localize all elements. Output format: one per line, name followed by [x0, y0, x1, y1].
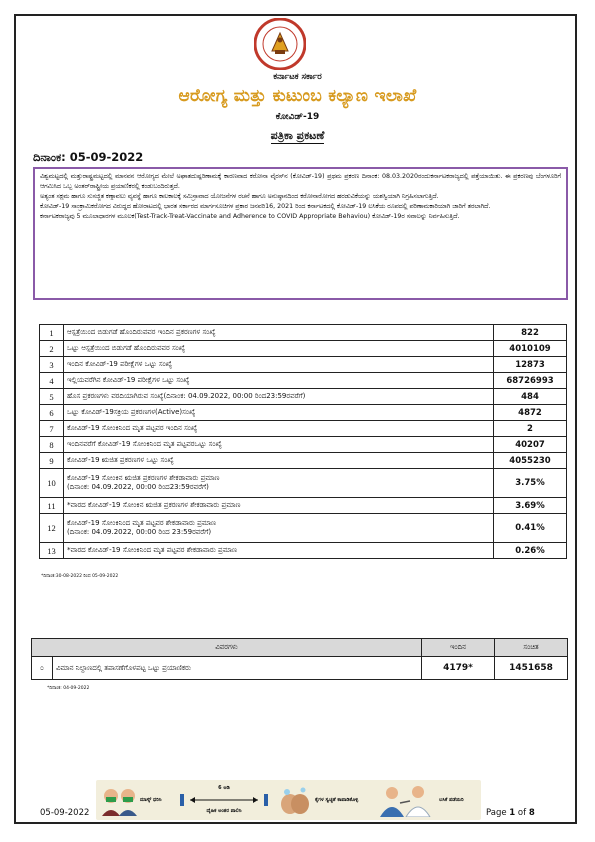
intro-box [33, 167, 568, 300]
table-row: 2 ಒಟ್ಟು ಆಸ್ಪತ್ರೆಯಿಂದ ಬಿಡುಗಡೆ ಹೊಂದಿರುವವರ ಸಂಖ್ಯೆ 4010109 [40, 341, 567, 357]
stat-value: 2 [494, 421, 567, 437]
table-row: 3 ಇಂದಿನ ಕೋವಿಡ್-19 ಪರೀಕ್ಷೆಗಳ ಒಟ್ಟು ಸಂಖ್ಯೆ 12873 [40, 357, 567, 373]
table-row: 5 ಹೊಸ ಪ್ರಕರಣಗಳು ವರದಿಯಾಗಿರುವ ಸಂಖ್ಯೆ(ದಿನಾಂಕ: 04.09.2022, 00:00 ರಿಂದ23:59ರವರೆಗೆ) 484 [40, 389, 567, 405]
stat-label: ಆಸ್ಪತ್ರೆಯಿಂದ ಬಿಡುಗಡೆ ಹೊಂದಿರುವವರ ಇಂದಿನ ಪ್ರಕರಣಗಳ ಸಂಖ್ಯೆ [64, 325, 494, 341]
table-row: 11 *ವಾರದ ಕೋವಿಡ್-19 ಸೋಂಕಿನ ಋಜಿತ ಪ್ರಕರಣಗಳ ಶೇಕಡಾವಾರು ಪ್ರಮಾಣ 3.69% [40, 498, 567, 514]
details-header: ವಿವರಗಳು [32, 639, 422, 657]
stat-value: 0.41% [494, 514, 567, 543]
table-row: 9 ಕೋವಿಡ್-19 ಋಜಿತ ಪ್ರಕರಣಗಳ ಒಟ್ಟು ಸಂಖ್ಯೆ 4055230 [40, 453, 567, 469]
stat-label: ಒಟ್ಟು ಕೋವಿಡ್-19ಸಕ್ರಿಯ ಪ್ರಕರಣಗಳ(Active)ಸಂಖ್ಯೆ [64, 405, 494, 421]
stat-value: 4055230 [494, 453, 567, 469]
table-row: 6 ಒಟ್ಟು ಕೋವಿಡ್-19ಸಕ್ರಿಯ ಪ್ರಕರಣಗಳ(Active)ಸಂಖ್ಯೆ 4872 [40, 405, 567, 421]
vaccine-text: ಲಸಿಕೆ ಪಡೆಯಿರಿ [439, 796, 464, 803]
stat-value: 4010109 [494, 341, 567, 357]
row-label: ವಿಮಾನ ನಿಲ್ದಾಣದಲ್ಲಿ ತಪಾಸಣೆಗೊಳಪಟ್ಟ ಒಟ್ಟು ಪ್ರಯಾಣಿಕರು [53, 657, 422, 680]
stat-label: ಕೋವಿಡ್-19 ಸೋಂಕಿನಿಂದ ಮೃತ ಪಟ್ಟವರ ಶೇಕಡಾವಾರು ಪ್ರಮಾಣ (ದಿನಾಂಕ: 04.09.2022, 00:00 ರಿಂದ 23:59ರವರೆಗೆ) [64, 514, 494, 543]
stat-label: ಒಟ್ಟು ಆಸ್ಪತ್ರೆಯಿಂದ ಬಿಡುಗಡೆ ಹೊಂದಿರುವವರ ಸಂಖ್ಯೆ [64, 341, 494, 357]
stat-value: 4872 [494, 405, 567, 421]
airport-screening-table [31, 638, 568, 680]
stat-value: 12873 [494, 357, 567, 373]
stat-value: 0.26% [494, 543, 567, 559]
stat-value: 3.69% [494, 498, 567, 514]
table-row: 8 ಇಂದಿನವರೆಗೆ ಕೋವಿಡ್-19 ಸೋಂಕಿನಿಂದ ಮೃತ ಪಟ್ಟವರಒಟ್ಟು ಸಂಖ್ಯೆ 40207 [40, 437, 567, 453]
table-header-row [32, 639, 568, 657]
today-header: ಇಂದಿನ [422, 639, 495, 657]
table-row: 10 ಕೋವಿಡ್-19 ಸೋಂಕಿನ ಋಜಿತ ಪ್ರಕರಣಗಳ ಶೇಕಡಾವಾರು ಪ್ರಮಾಣ (ದಿನಾಂಕ: 04.09.2022, 00:00 ರಿಂದ23:59ರವರೆಗೆ) 3.75% [40, 469, 567, 498]
stat-value: 822 [494, 325, 567, 341]
stat-label: ಹೊಸ ಪ್ರಕರಣಗಳು ವರದಿಯಾಗಿರುವ ಸಂಖ್ಯೆ(ದಿನಾಂಕ: 04.09.2022, 00:00 ರಿಂದ23:59ರವರೆಗೆ) [64, 389, 494, 405]
intro-paragraph: ವಿಶ್ವಮಟ್ಟದಲ್ಲಿ ಮತ್ತುರಾಷ್ಟ್ರಮಟ್ಟದಲ್ಲಿ ಮಾನವನ ಆರೋಗ್ಯದ ಮೇಲೆ ಅಘಾತದುಷ್ಪರಿಣಾಮಕ್ಕೆ ಕಾರಣವಾದ ಕರೋನಾ ವೈರಸ್‌ನ (ಕೋವಿಡ್-19) ಪ್ರಥಮ ಪ್ರಕರಣ ದಿನಾಂಕ: 08.03.2020ರಂದುಕರ್ನಾಟಕರಾಜ್ಯದಲ್ಲಿ ಪತ್ತೆಯಾಯಿತು. ಈ ಪ್ರಕರಣವು ಬೆಂಗಳೂರಿಗೆ ಆಗಮಿಸಿದ ಒಬ್ಬ ಅಂತರ್‌ರಾಷ್ಟ್ರೀಯ ಪ್ರಯಾಣಿಕರಲ್ಲಿ ಕಂಡುಬಂದಿರುತ್ತದೆ. [40, 173, 561, 190]
stat-value: 3.75% [494, 469, 567, 498]
stat-label: ಇಲ್ಲಿಯವರೆಗಿನ ಕೋವಿಡ್-19 ಪರೀಕ್ಷೆಗಳ ಒಟ್ಟು ಸಂಖ್ಯೆ [64, 373, 494, 389]
intro-paragraph: ಕರ್ನಾಟಕರಾಜ್ಯವು 5 ಮೂಲಾಧಾರಗಳ ಮೂಲಕ(Test-Track-Treat-Vaccinate and Adherence to COVID Appropriate Behaviou) ಕೋವಿಡ್-19ರ ಸವಾಲನ್ನು ನಿರ್ವಹಿಸುತ್ತಿದೆ. [40, 213, 460, 220]
hands-section [274, 780, 374, 820]
intro-paragraph: ಅತ್ಯಂತ ಸಕ್ಷಮ ಹಾಗೂ ಸುಸಜ್ಜಿತ ಕಣ್ಗಾವಲು ವ್ಯವಸ್ಥೆ ಹಾಗೂ ಕಾಲಕಾಲಕ್ಕೆ ಸಮಿಸ್ರಾವಾದ ಯೋಜನೆಗಳ ರಚನೆ ಹಾಗೂ ಅನುಷ್ಠಾನದಿಂದ ಕರೋನಾರೋಗದ ಹರಡುವಿಕೆಯನ್ನು ಯಶಸ್ವಿಯಾಗಿ ನಿಗ್ರಹಿಸಲಾಗುತ್ತಿದೆ. [40, 193, 439, 200]
distance-section [174, 780, 274, 820]
distance-text: ದೈಹಿಕ ಅಂತರ ಪಾಲಿಸಿ [206, 808, 242, 814]
table-row: 12 ಕೋವಿಡ್-19 ಸೋಂಕಿನಿಂದ ಮೃತ ಪಟ್ಟವರ ಶೇಕಡಾವಾರು ಪ್ರಮಾಣ (ದಿನಾಂಕ: 04.09.2022, 00:00 ರಿಂದ 23:59ರವರೆಗೆ) 0.41% [40, 514, 567, 543]
distance-arrow-icon [178, 794, 270, 806]
stat-label: *ವಾರದ ಕೋವಿಡ್-19 ಸೋಂಕಿನ ಋಜಿತ ಪ್ರಕರಣಗಳ ಶೇಕಡಾವಾರು ಪ್ರಮಾಣ [64, 498, 494, 514]
handwash-icon [278, 784, 312, 816]
table-row: 1 ಆಸ್ಪತ್ರೆಯಿಂದ ಬಿಡುಗಡೆ ಹೊಂದಿರುವವರ ಇಂದಿನ ಪ್ರಕರಣಗಳ ಸಂಖ್ಯೆ 822 [40, 325, 567, 341]
screening-note: *ದಿನಾಂಕ: 04-09-2022 [47, 686, 90, 691]
vaccination-icon [378, 783, 436, 817]
hands-text: ಕೈಗಳ ಸ್ವಚ್ಛತೆ ಕಾಪಾಡಿಕೊಳ್ಳಿ [315, 796, 359, 803]
stat-value: 484 [494, 389, 567, 405]
table-row: 7 ಕೋವಿಡ್-19 ಸೋಂಕಿನಿಂದ ಮೃತ ಪಟ್ಟವರ ಇಂದಿನ ಸಂಖ್ಯೆ 2 [40, 421, 567, 437]
total-value: 1451658 [495, 657, 568, 680]
table-row: 4 ಇಲ್ಲಿಯವರೆಗಿನ ಕೋವಿಡ್-19 ಪರೀಕ್ಷೆಗಳ ಒಟ್ಟು ಸಂಖ್ಯೆ 68726993 [40, 373, 567, 389]
table-row [32, 657, 568, 680]
stat-label: *ವಾರದ ಕೋವಿಡ್-19 ಸೋಂಕಿನಿಂದ ಮೃತ ಪಟ್ಟವರ ಶೇಕಡಾವಾರು ಪ್ರಮಾಣ [64, 543, 494, 559]
stat-label: ಕೋವಿಡ್-19 ಸೋಂಕಿನ ಋಜಿತ ಪ್ರಕರಣಗಳ ಶೇಕಡಾವಾರು ಪ್ರಮಾಣ (ದಿನಾಂಕ: 04.09.2022, 00:00 ರಿಂದ23:59ರವರೆಗೆ) [64, 469, 494, 498]
stat-value: 40207 [494, 437, 567, 453]
intro-paragraph: ಕೋವಿಡ್-19 ಸಾಂಕ್ರಾಮಿಕರೋಗದ ವಿರುದ್ಧದ ಹೋರಾಟದಲ್ಲಿ ಭಾರತ ಸರ್ಕಾರದ ಮಾರ್ಗಸೂಚಿಗಳ ಪ್ರಕಾರ ಜನವರಿ16, 2021 ರಿಂದ ಕರ್ನಾಟಕದಲ್ಲಿ ಕೋವಿಡ್-19 ಲಸಿಕೆಯ ರೂಪದಲ್ಲಿ ಪರಿಣಾಮಕಾರಿಯಾಗಿ ಜಾರಿಗೆ ತರಲಾಗಿದೆ. [40, 203, 491, 210]
subject-heading: ಕೋವಿಡ್-19 [275, 112, 320, 122]
distance-top-text: 6 ಅಡಿ [218, 785, 230, 791]
mask-section [96, 780, 174, 820]
weekly-note: *ದಿನಾಂಕ:30-08-2022 ರಿಂದ 05-09-2022 [41, 574, 119, 579]
karnataka-emblem-icon [254, 18, 306, 70]
department-title: ಆರೋಗ್ಯ ಮತ್ತು ಕುಟುಂಬ ಕಲ್ಯಾಣ ಇಲಾಖೆ [178, 86, 417, 106]
stat-label: ಇಂದಿನವರೆಗೆ ಕೋವಿಡ್-19 ಸೋಂಕಿನಿಂದ ಮೃತ ಪಟ್ಟವರಒಟ್ಟು ಸಂಖ್ಯೆ [64, 437, 494, 453]
covid-stats-table [39, 324, 567, 559]
government-name: ಕರ್ನಾಟಕ ಸರ್ಕಾರ [273, 72, 322, 82]
vaccine-section [374, 780, 481, 820]
row-number: ೦ [32, 657, 53, 680]
footer-date: 05-09-2022 [40, 808, 90, 818]
release-date: ದಿನಾಂಕ: 05-09-2022 [33, 150, 144, 164]
total-header: ಸಂಚಿತ [495, 639, 568, 657]
today-value: 4179* [422, 657, 495, 680]
stat-label: ಕೋವಿಡ್-19 ಋಜಿತ ಪ್ರಕರಣಗಳ ಒಟ್ಟು ಸಂಖ್ಯೆ [64, 453, 494, 469]
press-release-title: ಪತ್ರಿಕಾ ಪ್ರಕಟಣೆ [270, 129, 325, 142]
stat-value: 68726993 [494, 373, 567, 389]
stat-label: ಇಂದಿನ ಕೋವಿಡ್-19 ಪರೀಕ್ಷೆಗಳ ಒಟ್ಟು ಸಂಖ್ಯೆ [64, 357, 494, 373]
covid-awareness-banner [96, 780, 481, 820]
masked-people-icon [100, 784, 140, 816]
table-row: 13 *ವಾರದ ಕೋವಿಡ್-19 ಸೋಂಕಿನಿಂದ ಮೃತ ಪಟ್ಟವರ ಶೇಕಡಾವಾರು ಪ್ರಮಾಣ 0.26% [40, 543, 567, 559]
mask-text: ಮಾಸ್ಕ್ ಧರಿಸಿ [140, 796, 162, 803]
stat-label: ಕೋವಿಡ್-19 ಸೋಂಕಿನಿಂದ ಮೃತ ಪಟ್ಟವರ ಇಂದಿನ ಸಂಖ್ಯೆ [64, 421, 494, 437]
page-number: Page 1 of 8 [486, 808, 535, 818]
